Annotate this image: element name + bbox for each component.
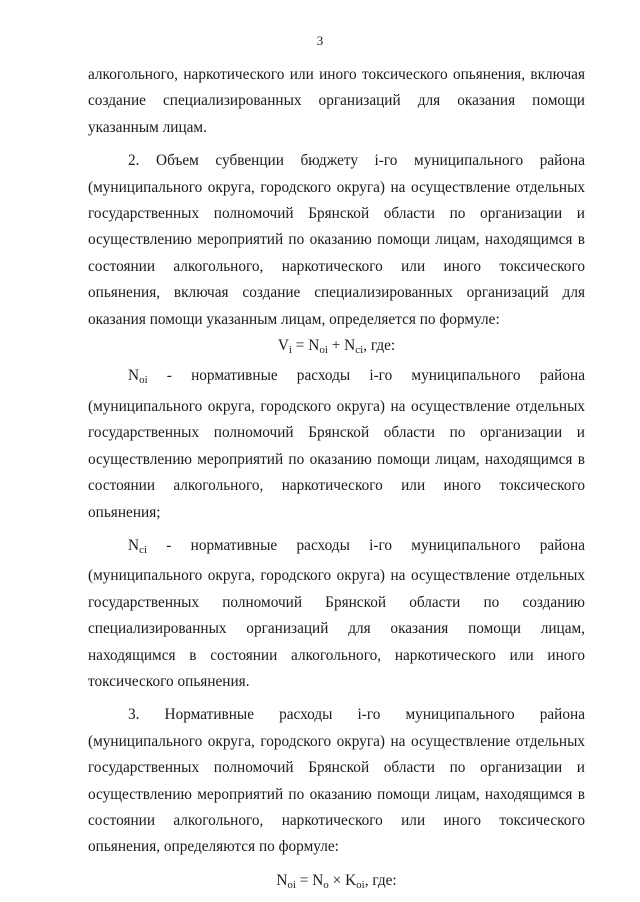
formula2-term2: K — [345, 871, 357, 889]
formula2-tail: , где: — [364, 871, 397, 889]
paragraph-item-3: 3. Нормативные расходы i-го муниципального района (муниципального округа, городского округа) на осуществление отдельных государственных полномочий Брянской области по организации и осуществлению мероприятий по оказанию помощи лицам, находящимся в состоянии алкогольного, наркотического или иного токсического опьянения, определяются по формуле: — [88, 706, 585, 856]
formula-term1-sub: oi — [319, 344, 328, 357]
formula-normative — [88, 868, 585, 898]
definition-nci-term — [128, 537, 147, 554]
formula2-term2-sub: oi — [356, 878, 365, 891]
paragraph-item-2: 2. Объем субвенции бюджету i-го муниципального района (муниципального округа, городского округа) на осуществление отдельных государственных полномочий Брянской области по организации и осуществлению мероприятий по оказанию помощи лицам, находящимся в состоянии алкогольного, наркотического или иного токсического опьянения, включая создание специализированных организаций для оказания помощи указанным лицам, определяется по формуле: — [88, 152, 585, 328]
definition-noi — [88, 363, 585, 525]
formula-lhs-sub: i — [288, 344, 292, 357]
formula2-lhs: N — [276, 871, 288, 889]
formula2-lhs-sub: oi — [287, 878, 296, 891]
formula2-times: × — [328, 871, 346, 889]
formula-term2-sub: ci — [355, 344, 364, 357]
definition-nci — [88, 533, 585, 695]
definition-noi-term — [128, 367, 148, 387]
definition-nci-base: N — [128, 536, 140, 554]
page-number: 3 — [316, 33, 324, 48]
document-body — [88, 62, 585, 898]
formula-subvention — [88, 333, 585, 363]
formula2-term1: N — [312, 871, 324, 889]
formula-lhs: V — [277, 337, 289, 355]
formula-tail: , где: — [363, 337, 396, 355]
paragraph-continuation: алкогольного, наркотического или иного токсического опьянения, включая создание специализированных организаций для оказания помощи указанным лицам. — [88, 66, 585, 136]
definition-noi-base: N — [128, 367, 140, 385]
formula2-term1-sub: o — [323, 878, 329, 891]
formula-eq: = — [291, 337, 309, 355]
formula-term2: N — [344, 337, 356, 355]
definition-noi-sub: oi — [139, 374, 148, 387]
formula2-eq: = — [295, 871, 313, 889]
formula-plus: + — [327, 337, 345, 355]
definition-nci-text: - нормативные расходы i-го муниципального района (муниципального округа, городского округа) на осуществление отдельных государственных полномочий Брянской области по созданию специализированных организаций для оказания помощи лицам, находящимся в состоянии алкогольного, наркотического или иного токсического опьянения. — [88, 536, 585, 690]
definition-noi-text: - нормативные расходы i-го муниципального района (муниципального округа, городского округа) на осуществление отдельных государственных полномочий Брянской области по организации и осуществлению мероприятий по оказанию помощи лицам, находящимся в состоянии алкогольного, наркотического или иного токсического опьянения; — [88, 367, 585, 521]
formula-term1: N — [308, 337, 320, 355]
definition-nci-sub: ci — [139, 543, 148, 556]
